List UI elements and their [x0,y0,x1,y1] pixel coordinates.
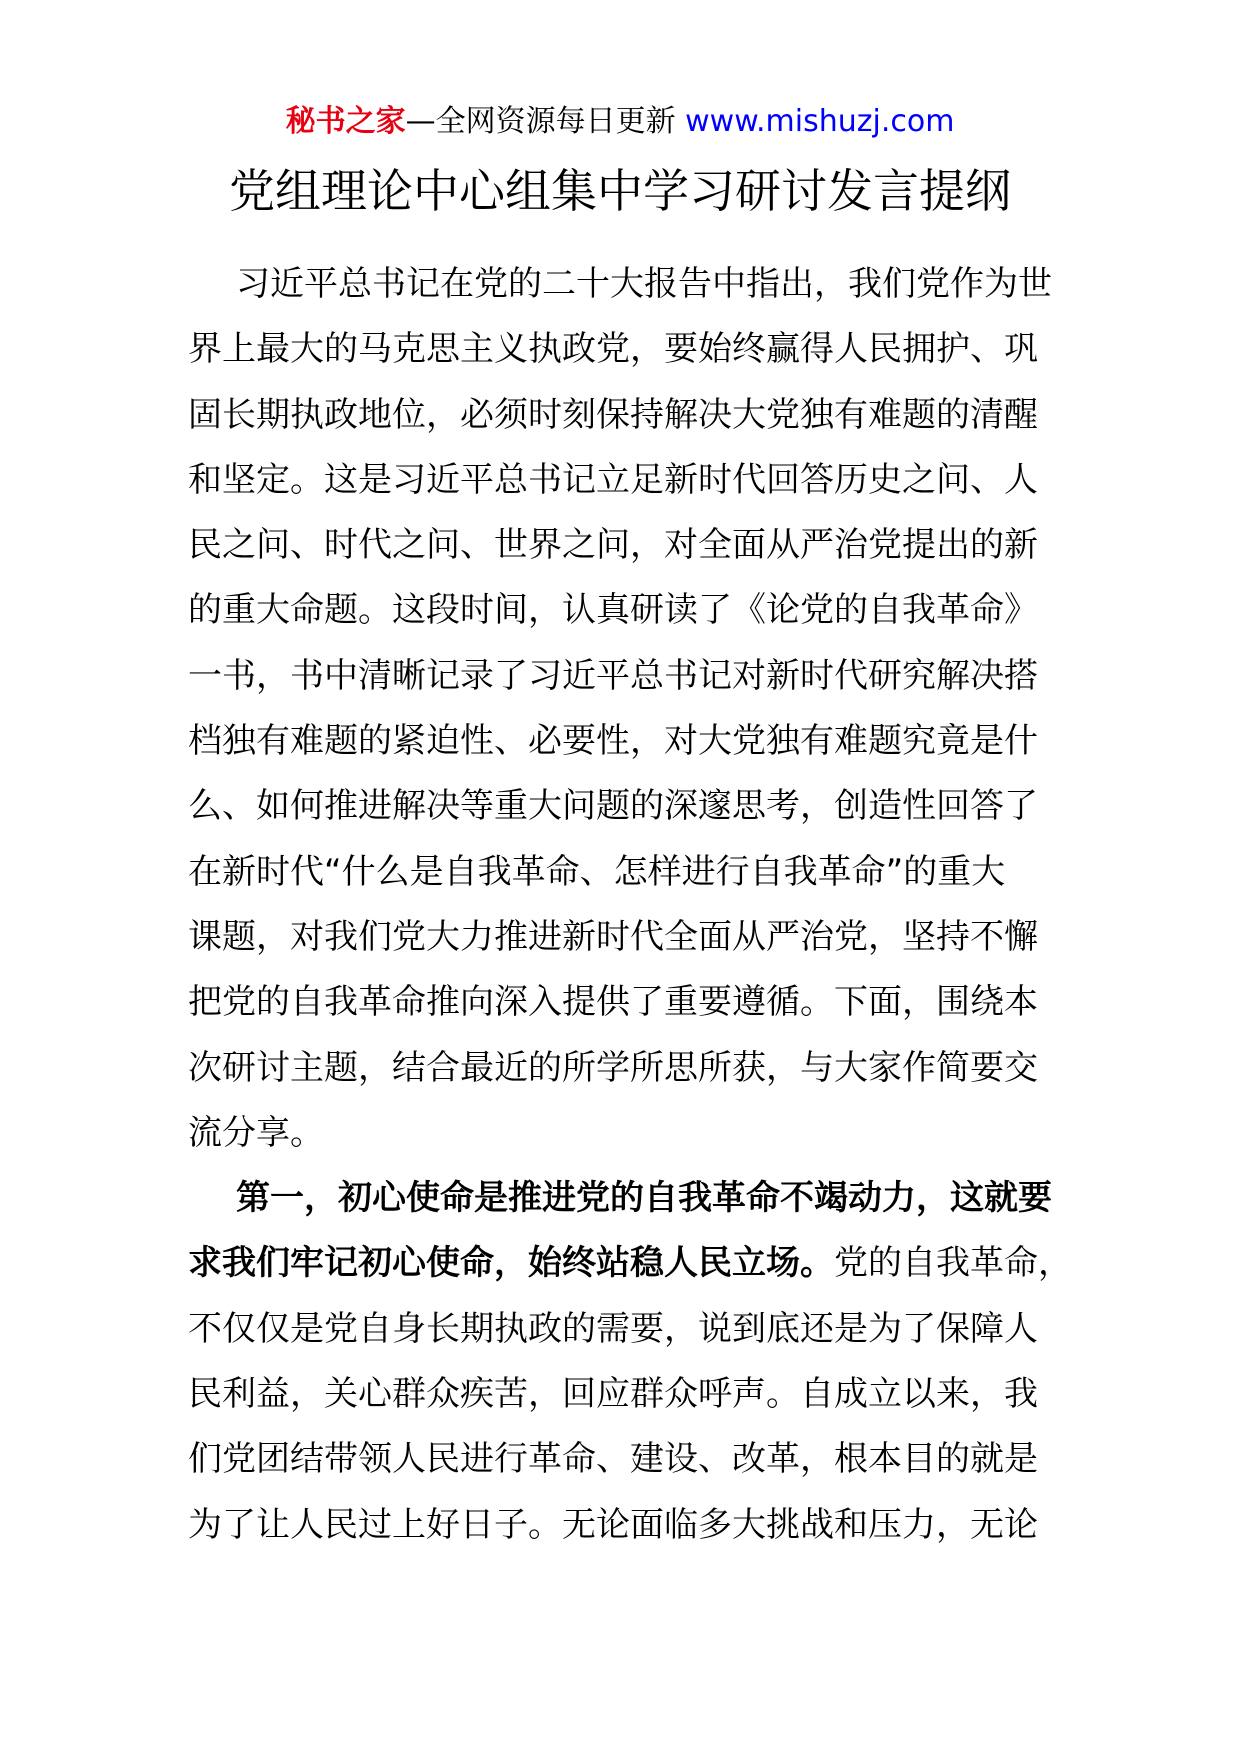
paragraph-line: 次研讨主题，结合最近的所学所思所获，与大家作简要交 [188,1047,1038,1088]
paragraph-line: 档独有难题的紧迫性、必要性，对大党独有难题究竟是什 [188,721,1038,762]
paragraph-line: 一书，书中清晰记录了习近平总书记对新时代研究解决搭 [188,655,1038,696]
paragraph-line: 们党团结带领人民进行革命、建设、改革，根本目的就是 [188,1439,1038,1480]
paragraph-line: 民利益，关心群众疾苦，回应群众呼声。自成立以来，我 [188,1374,1038,1415]
section-heading-line: 第一，初心使命是推进党的自我革命不竭动力，这就要 [236,1178,1052,1219]
document-title: 党组理论中心组集中学习研讨发言提纲 [229,164,1011,218]
paragraph-line: 不仅仅是党自身长期执政的需要，说到底还是为了保障人 [188,1308,1038,1349]
site-url[interactable]: www.mishuzj.com [685,104,955,139]
site-header [0,100,1240,144]
site-brand: 秘书之家 [285,104,406,139]
paragraph-line: 么、如何推进解决等重大问题的深邃思考，创造性回答了 [188,786,1038,827]
paragraph-line: 的重大命题。这段时间，认真研读了《论党的自我革命》 [188,590,1038,631]
paragraph-line: 和坚定。这是习近平总书记立足新时代回答历史之问、人 [188,459,1038,500]
paragraph-line: 民之问、时代之问、世界之问，对全面从严治党提出的新 [188,525,1038,566]
site-tagline: —全网资源每日更新 [405,104,686,139]
section-heading-line-mixed [188,1231,1088,1296]
paragraph-line: 习近平总书记在党的二十大报告中指出，我们党作为世 [236,264,1052,304]
document-body [188,252,1088,1558]
paragraph-line: 固长期执政地位，必须时刻保持解决大党独有难题的清醒 [188,394,1038,435]
section-heading-text: 求我们牢记初心使命，始终站稳人民立场。 [188,1243,834,1284]
section-body-text: 党的自我革命， [834,1243,1072,1284]
paragraph-line: 在新时代“什么是自我革命、怎样进行自我革命”的重大 [188,851,1006,892]
paragraph-line: 流分享。 [188,1112,324,1153]
paragraph-line: 课题，对我们党大力推进新时代全面从严治党，坚持不懈 [188,916,1038,957]
paragraph-line: 界上最大的马克思主义执政党，要始终赢得人民拥护、巩 [188,329,1038,370]
paragraph-line: 为了让人民过上好日子。无论面临多大挑战和压力，无论 [188,1504,1038,1545]
paragraph-line: 把党的自我革命推向深入提供了重要遵循。下面，围绕本 [188,982,1038,1023]
